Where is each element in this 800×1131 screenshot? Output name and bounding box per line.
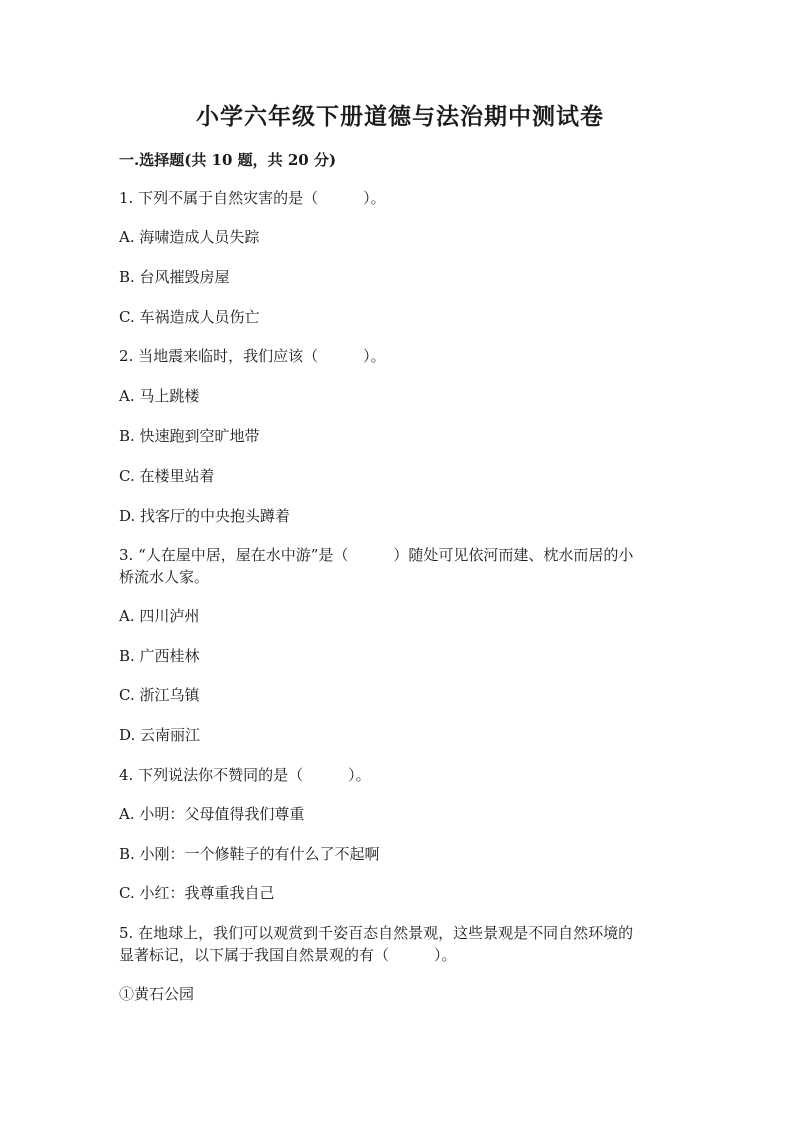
- question-1-stem: 1. 下列不属于自然灾害的是（ ）。: [119, 189, 386, 207]
- question-3-option-b: B. 广西桂林: [119, 647, 200, 665]
- question-1-option-a: A. 海啸造成人员失踪: [119, 228, 260, 246]
- section-heading: 一.选择题(共 10 题，共 20 分): [119, 151, 337, 169]
- question-4-stem: 4. 下列说法你不赞同的是（ ）。: [119, 766, 371, 784]
- question-5-stem-line-1: 5. 在地球上，我们可以观赏到千姿百态自然景观，这些景观是不同自然环境的: [119, 924, 634, 942]
- question-3-stem-line-1: 3. “人在屋中居，屋在水中游”是（ ）随处可见依河而建、枕水而居的小: [119, 546, 634, 564]
- question-4-option-a: A. 小明：父母值得我们尊重: [119, 805, 305, 823]
- question-2-option-a: A. 马上跳楼: [119, 387, 200, 405]
- question-3-stem-line-2: 桥流水人家。: [119, 568, 210, 586]
- question-5-option-1: ①黄石公园: [119, 985, 195, 1003]
- question-3-option-c: C. 浙江乌镇: [119, 686, 200, 704]
- question-3-option-a: A. 四川泸州: [119, 607, 200, 625]
- exam-title: 小学六年级下册道德与法治期中测试卷: [196, 103, 604, 130]
- question-5-stem-line-2: 显著标记，以下属于我国自然景观的有（ ）。: [119, 946, 457, 964]
- question-1-option-c: C. 车祸造成人员伤亡: [119, 308, 260, 326]
- question-4-option-b: B. 小刚：一个修鞋子的有什么了不起啊: [119, 845, 380, 863]
- question-2-stem: 2. 当地震来临时，我们应该（ ）。: [119, 347, 386, 365]
- question-2-option-c: C. 在楼里站着: [119, 467, 215, 485]
- question-2-option-d: D. 找客厅的中央抱头蹲着: [119, 507, 291, 525]
- question-1-option-b: B. 台风摧毁房屋: [119, 268, 230, 286]
- question-3-option-d: D. 云南丽江: [119, 726, 201, 744]
- question-2-option-b: B. 快速跑到空旷地带: [119, 427, 260, 445]
- question-4-option-c: C. 小红：我尊重我自己: [119, 884, 275, 902]
